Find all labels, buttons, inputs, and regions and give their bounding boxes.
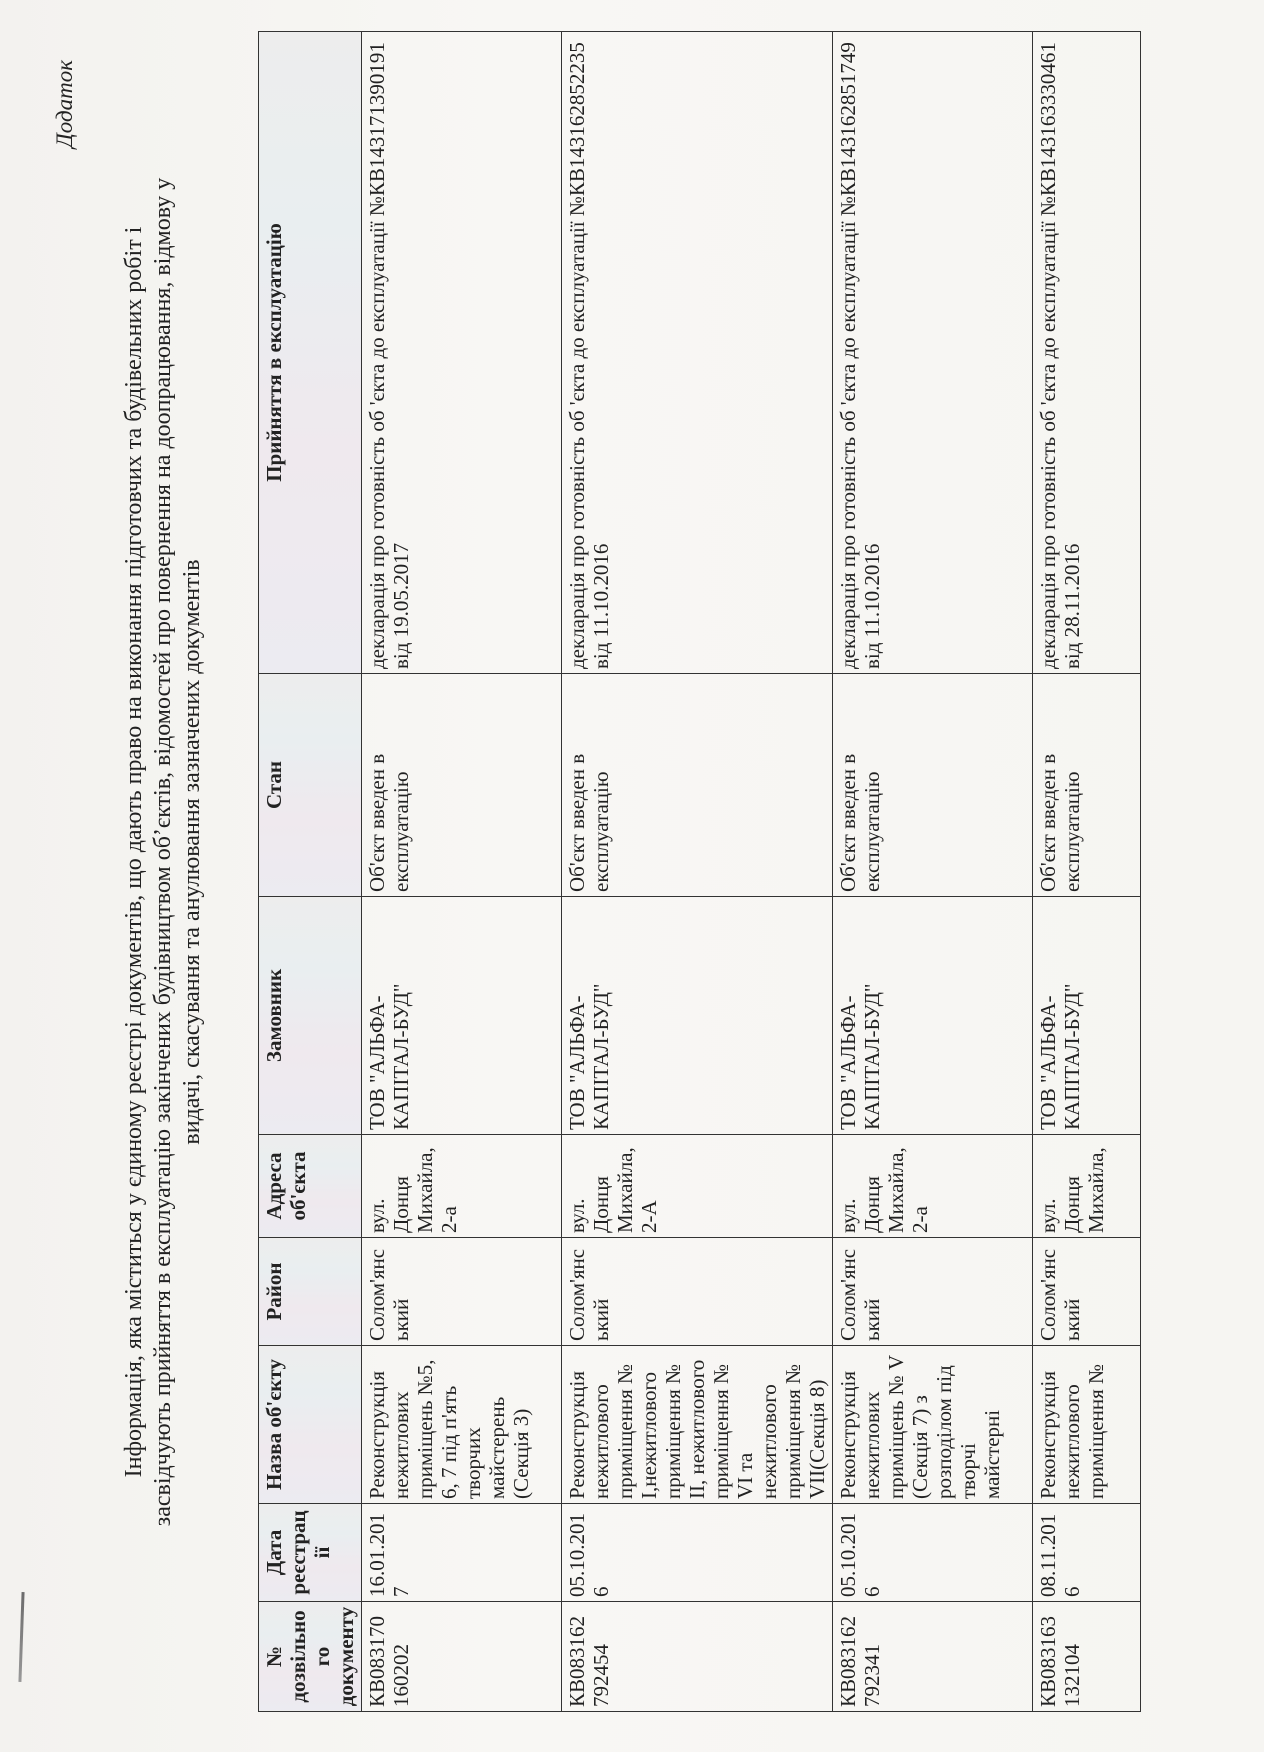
table-row xyxy=(362,32,562,1712)
cell-customer: ТОВ "АЛЬФА-КАПІТАЛ-БУД" xyxy=(562,897,833,1135)
header-state: Стан xyxy=(259,674,362,897)
header-commissioning: Прийняття в експлуатацію xyxy=(259,32,362,674)
heading-line-1: Інформація, яка міститься у єдиному реєстрі документів, що дають право на виконання підготовчих та будівельних робіт і xyxy=(121,226,147,1478)
cell-registration-date: 08.11.2016 xyxy=(1033,1504,1141,1602)
cell-state: Об'єкт введен в експлуатацію xyxy=(562,674,833,897)
cell-state: Об'єкт введен в експлуатацію xyxy=(833,674,1033,897)
cell-commissioning: декларація про готовність об 'єкта до експлуатації №КВ143163330461 від 28.11.2016 xyxy=(1033,32,1141,674)
cell-doc-number: КВ083170160202 xyxy=(362,1602,562,1712)
header-doc-number: № дозвільного документу xyxy=(259,1602,362,1712)
cell-customer: ТОВ "АЛЬФА-КАПІТАЛ-БУД" xyxy=(833,897,1033,1135)
table-row xyxy=(562,32,833,1712)
cell-object-address: вул. Донця Михайла, 2-А xyxy=(562,1135,833,1238)
header-object-address: Адреса об'єкта xyxy=(259,1135,362,1238)
cell-state: Об'єкт введен в експлуатацію xyxy=(1033,674,1141,897)
cell-district: Солом'янський xyxy=(362,1238,562,1346)
header-district: Район xyxy=(259,1238,362,1346)
cell-registration-date: 16.01.2017 xyxy=(362,1504,562,1602)
cell-object-address: вул. Донця Михайла, xyxy=(1033,1135,1141,1238)
header-registration-date: Дата реєстрації xyxy=(259,1504,362,1602)
cell-commissioning: декларація про готовність об 'єкта до експлуатації №КВ143162852235 від 11.10.2016 xyxy=(562,32,833,674)
table-row xyxy=(833,32,1033,1712)
cell-object-name: Реконструкція нежитлового приміщення № І,нежитлового приміщення № ІІ, нежитлового приміщення № VI та нежитлового приміщення № VII(Секція 8) xyxy=(562,1346,833,1504)
cell-district: Солом'янський xyxy=(833,1238,1033,1346)
cell-doc-number: КВ083162792454 xyxy=(562,1602,833,1712)
cell-object-address: вул. Донця Михайла, 2-а xyxy=(833,1135,1033,1238)
cell-doc-number: КВ083162792341 xyxy=(833,1602,1033,1712)
cell-registration-date: 05.10.2016 xyxy=(833,1504,1033,1602)
header-customer: Замовник xyxy=(259,897,362,1135)
cell-object-name: Реконструкція нежитлових приміщень №5, 6, 7 під п'ять творчих майстерень (Секція 3) xyxy=(362,1346,562,1504)
table-header-row xyxy=(259,32,362,1712)
cell-doc-number: КВ083163132104 xyxy=(1033,1602,1141,1712)
header-object-name: Назва об'єкту xyxy=(259,1346,362,1504)
cell-object-name: Реконструкція нежитлових приміщень № V (Секція 7) з розподілом під творчі майстерні xyxy=(833,1346,1033,1504)
appendix-label: Додаток xyxy=(52,60,77,148)
document-heading xyxy=(120,102,207,1602)
cell-customer: ТОВ "АЛЬФА-КАПІТАЛ-БУД" xyxy=(1033,897,1141,1135)
table-row xyxy=(1033,32,1141,1712)
cell-district: Солом'янський xyxy=(1033,1238,1141,1346)
cell-district: Солом'янський xyxy=(562,1238,833,1346)
cell-object-address: вул. Донця Михайла, 2-а xyxy=(362,1135,562,1238)
cell-state: Об'єкт введен в експлуатацію xyxy=(362,674,562,897)
cell-commissioning: декларація про готовність об 'єкта до експлуатації №КВ143162851749 від 11.10.2016 xyxy=(833,32,1033,674)
heading-line-3: видачі, скасування та анулювання зазначених документів xyxy=(179,559,205,1145)
cell-customer: ТОВ "АЛЬФА-КАПІТАЛ-БУД" xyxy=(362,897,562,1135)
cell-object-name: Реконструкція нежитлового приміщення № xyxy=(1033,1346,1141,1504)
cell-registration-date: 05.10.2016 xyxy=(562,1504,833,1602)
registry-table xyxy=(258,31,1141,1712)
cell-commissioning: декларація про готовність об 'єкта до експлуатації №КВ143171390191 від 19.05.2017 xyxy=(362,32,562,674)
heading-line-2: засвідчують прийняття в експлуатацію закінчених будівництвом об’єктів, відомостей про повернення на доопрацювання, відмову у xyxy=(150,177,176,1527)
